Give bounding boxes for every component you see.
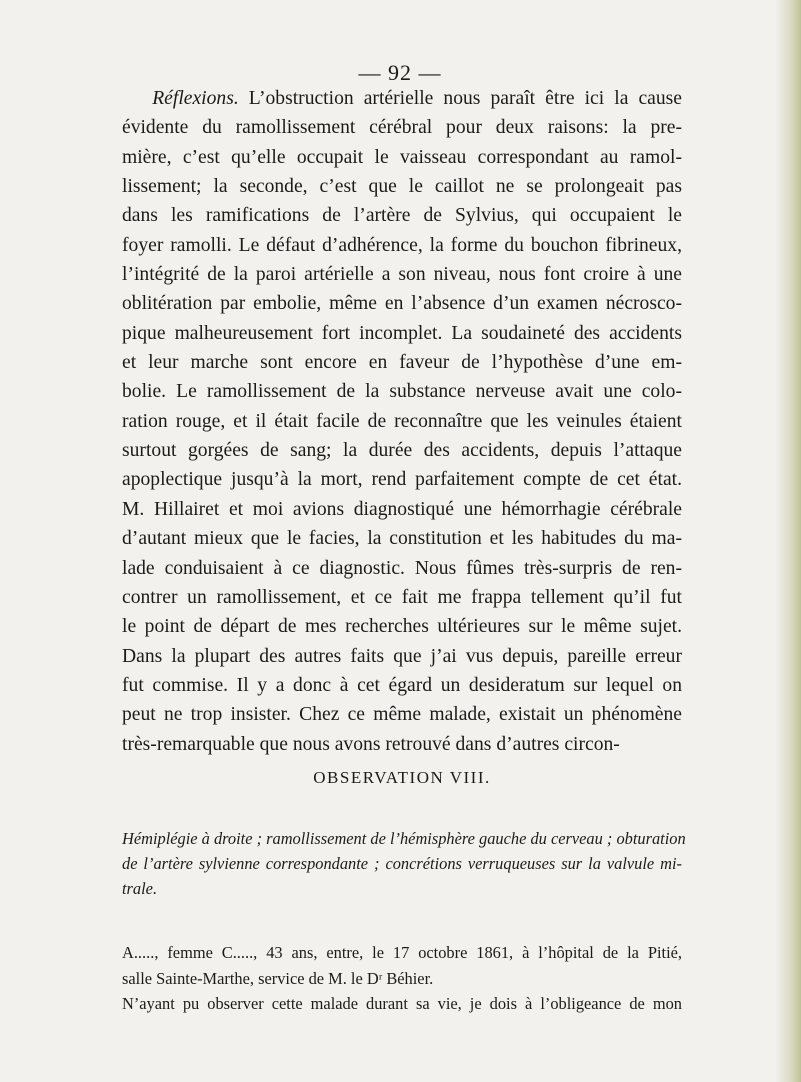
paragraph-line: et leur marche sont encore en faveur de l’hypothèse d’une em- bbox=[122, 352, 682, 374]
subtitle-line: Hémiplégie à droite ; ramollissement de l’hémisphère gauche du cerveau ; obturation bbox=[122, 829, 686, 848]
paragraph-line: bolie. Le ramollissement de la substance nerveuse avait une colo- bbox=[122, 381, 682, 403]
observation-subtitle bbox=[122, 826, 686, 901]
paragraph-line: d’autant mieux que le facies, la constitution et les habitudes du ma- bbox=[122, 528, 682, 550]
paragraph-line: Dans la plupart des autres faits que j’ai vus depuis, pareille erreur bbox=[122, 645, 682, 667]
observation-line: salle Sainte-Marthe, service de M. le Dʳ Béhier. bbox=[122, 968, 434, 988]
paragraph-line: contrer un ramollissement, et ce fait me frappa tellement qu’il fut bbox=[122, 586, 682, 608]
paragraph-line: évidente du ramollissement cérébral pour deux raisons: la pre- bbox=[122, 117, 682, 139]
paragraph-line: peut ne trop insister. Chez ce même malade, existait un phénomène bbox=[122, 704, 682, 726]
paragraph-line: très-remarquable que nous avons retrouvé dans d’autres circon- bbox=[122, 733, 620, 755]
paragraph-line: le point de départ de mes recherches ultérieures sur le même sujet. bbox=[122, 616, 682, 638]
paragraph-line: lissement; la seconde, c’est que le caillot ne se prolongeait pas bbox=[122, 176, 682, 198]
paragraph-line: apoplectique jusqu’à la mort, rend parfaitement compte de cet état. bbox=[122, 469, 682, 491]
reflexions-paragraph bbox=[122, 84, 682, 759]
reflexions-lead: Réflexions. bbox=[152, 88, 239, 109]
first-line-text: L’obstruction artérielle nous paraît être ici la cause bbox=[238, 88, 682, 109]
page-edge-shadow bbox=[775, 0, 801, 1082]
paragraph-line: foyer ramolli. Le défaut d’adhérence, la forme du bouchon fibrineux, bbox=[122, 234, 682, 256]
paragraph-line: surtout gorgées de sang; la durée des accidents, depuis l’attaque bbox=[122, 440, 682, 462]
paragraph-line bbox=[122, 84, 682, 113]
observation-heading: OBSERVATION VIII. bbox=[313, 768, 491, 787]
paragraph-line: fut commise. Il y a donc à cet égard un desideratum sur lequel on bbox=[122, 674, 682, 696]
paragraph-line: M. Hillairet et moi avions diagnostiqué une hémorrhagie cérébrale bbox=[122, 498, 682, 520]
subtitle-line: trale. bbox=[122, 879, 158, 898]
subtitle-line: de l’artère sylvienne correspondante ; concrétions verruqueuses sur la valvule mi- bbox=[122, 854, 682, 873]
paragraph-line: dans les ramifications de l’artère de Sylvius, qui occupaient le bbox=[122, 205, 682, 227]
paragraph-line: oblitération par embolie, même en l’absence d’un examen nécrosco- bbox=[122, 293, 682, 315]
paragraph-line: ration rouge, et il était facile de reconnaître que les veinules étaient bbox=[122, 410, 682, 432]
observation-text bbox=[122, 940, 682, 1017]
paragraph-line: l’intégrité de la paroi artérielle a son niveau, nous font croire à une bbox=[122, 264, 682, 286]
observation-line: N’ayant pu observer cette malade durant sa vie, je dois à l’obligeance de mon bbox=[122, 994, 682, 1013]
paragraph-line: lade conduisaient à ce diagnostic. Nous fûmes très-surpris de ren- bbox=[122, 557, 682, 579]
paragraph-line: mière, c’est qu’elle occupait le vaisseau correspondant au ramol- bbox=[122, 146, 682, 168]
paragraph-line: pique malheureusement fort incomplet. La soudaineté des accidents bbox=[122, 322, 682, 344]
page-number: — 92 — bbox=[358, 60, 442, 85]
observation-line: A....., femme C....., 43 ans, entre, le 17 octobre 1861, à l’hôpital de la Pitié, bbox=[122, 943, 682, 962]
